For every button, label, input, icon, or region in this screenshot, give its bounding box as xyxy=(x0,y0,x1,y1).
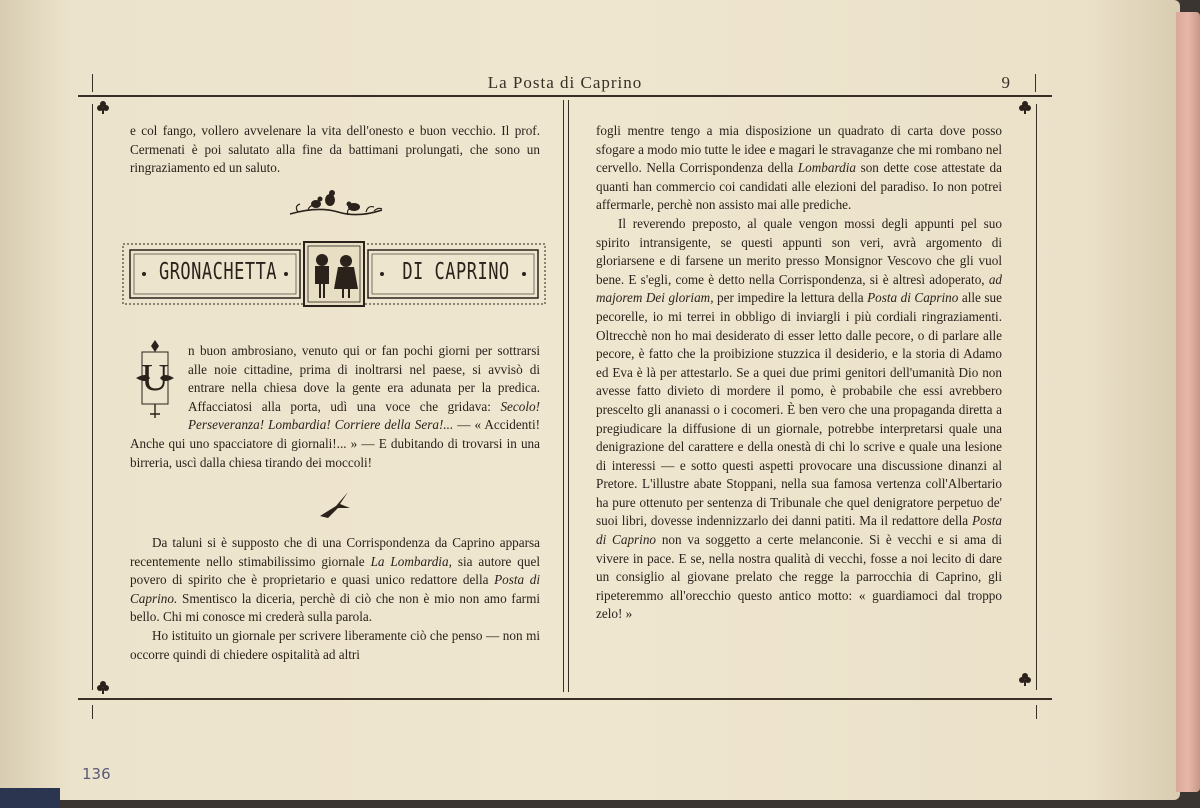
right-paragraph-2-body: alle sue pecorelle, io mi terrei in obbligo di inviargli i più cordiali ringraziamenti. Oltrecchè non ho mai desiderato di esser letto dalle pecore, o di parlare alle pecore, è fatto che la proibizione stuzzica il desiderio, e la storia di Adamo ed Eva è là per attestarlo. Se a quei due primi genitori dell'umanità Dio non avesse fatto divieto di mordere il pomo, è probabile che essi avrebbero prescelto gli ananassi o i cocomeri. È ben vero che una propaganda diretta a pregiudicare la diffusione di un giornale, potrebbe interpretarsi quale una denigrazione del carattere e della onestà di chi lo scrive e quale una lesione di interessi — e sotto questi aspetti provocare una discussione dinanzi al Pretore. L'illustre abate Stoppani, nella sua famosa vertenza coll'Albertario ha pure ottenuto per sentenza di Tribunale che quel denigratore perpetuo de' suoi libri, dovesse indennizzarlo dei danni patiti. Ma il redattore della xyxy=(596,290,1002,529)
story-paragraph-end: — « Accidenti! Anche qui uno spacciatore di giornali!... » — E dubitando di trovarsi in una birreria, uscì dalla chiesa tirando dei moccoli! xyxy=(130,417,540,470)
running-header xyxy=(80,72,1050,96)
right-column xyxy=(596,122,1002,624)
newspaper-name: La Lombardia, xyxy=(370,553,452,569)
page-edge xyxy=(1176,12,1200,792)
frame-bottom-rule xyxy=(78,698,1052,700)
correspondence-paragraph-mid: sia autore quel povero di spirito che è proprietario e quasi unico redattore della xyxy=(130,553,541,588)
column-divider-left xyxy=(563,100,564,692)
dropcap-letter: U xyxy=(141,357,169,399)
page-number: 9 xyxy=(1001,73,1010,92)
right-paragraph-2-part: per impedire la lettura della xyxy=(713,290,868,306)
story-italic: Secolo! Perseveranza! Lombardia! Corriere della Sera!... xyxy=(188,398,540,433)
birds-on-branch-icon xyxy=(288,188,384,222)
club-ornament-icon xyxy=(1018,672,1032,686)
ornate-dropcap-icon xyxy=(128,338,182,420)
bottom-tick-left xyxy=(92,705,93,719)
intro-paragraph: e col fango, vollero avvelenare la vita dell'onesto e buon vecchio. Il prof. Cermenati è poi salutato alla fine da battimani prolungati, che sono un ringraziamento ed un saluto. xyxy=(130,123,540,176)
header-tick-right xyxy=(1035,74,1036,92)
bottom-tick-right xyxy=(1036,705,1037,719)
swallow-ornament-icon xyxy=(318,490,352,520)
correspondence-paragraph: Da taluni si è supposto che di una Corrispondenza da Caprino apparsa recentemente nello stimabilissimo giornale xyxy=(130,535,540,569)
right-paragraph-1: fogli mentre tengo a mia disposizione un quadrato di carta dove posso sfogare a modo mio tutte le idee e magari le stravaganze che mi rombano nel cervello. Nella Corrispondenza della xyxy=(596,123,1002,176)
right-paragraph-1-end: son dette cose attestate da quanti han commercio coi candidati alle elezioni del paradiso. Io non potrei affermarle, perchè non assisto mai alle prediche. xyxy=(596,160,1002,213)
journal-name-italic: Posta di Caprino xyxy=(867,290,959,306)
club-ornament-icon xyxy=(96,100,110,114)
lombardia-italic: Lombardia xyxy=(797,160,856,176)
journal-name-italic-2: Posta di Caprino xyxy=(596,513,1002,548)
story-paragraph: n buon ambrosiano, venuto qui or fan pochi giorni per sottrarsi alle noie cittadine, prima di inoltrarsi nel paese, si avvisò di entrare nella chiesa dove la gente era adunata per la predica. Affacciatosi alla porta, udì una voce che gridava: xyxy=(188,343,540,414)
club-ornament-icon xyxy=(96,680,110,694)
left-column-intro xyxy=(130,122,540,178)
dropcap xyxy=(128,338,182,420)
banner-left-word: GRONACHETTA xyxy=(158,258,278,286)
frame-left-rule xyxy=(92,104,93,690)
left-column-continued xyxy=(130,534,540,664)
right-paragraph-2-end: non va soggetto a certe melanconie. Si è vecchi e si ama di vivere in pace. E se, nella nostra qualità di vecchi, fosse a noi lecito di dare un consiglio al giovane prelato che regge la parrocchia di Caprino, gli ripeteremmo all'orecchio questo antico motto: « guardiamoci dal troppo zelo! » xyxy=(596,532,1002,622)
pencil-margin-note: 136 xyxy=(82,765,111,783)
column-divider-right xyxy=(568,100,569,692)
banner-right-word: DI CAPRINO xyxy=(402,258,510,286)
cover-strip xyxy=(0,788,60,808)
page-title: La Posta di Caprino xyxy=(487,73,643,92)
frame-right-rule xyxy=(1036,104,1037,690)
left-column-article xyxy=(130,342,540,472)
journal-name: Posta di Caprino. xyxy=(130,572,540,606)
right-paragraph-2: Il reverendo preposto, al quale vengon mossi degli appunti pel suo spirito intransigente, se questi appunti son veri, avrà argomento di gloriarsene e di farsene un merito presso Monsignor Vescovo che gli vuol bene. E s'egli, come è detto nella Corrispondenza, si è altresì adoperato, xyxy=(596,215,1002,287)
frame-top-rule xyxy=(78,95,1052,97)
section-banner xyxy=(122,240,546,308)
club-ornament-icon xyxy=(1018,100,1032,114)
latin-phrase: ad majorem Dei gloriam, xyxy=(596,271,1002,306)
journal-paragraph: Ho istituito un giornale per scrivere liberamente ciò che penso — non mi occorre quindi di chiedere ospitalità ad altri xyxy=(130,627,540,662)
correspondence-paragraph-end: Smentisco la diceria, perchè di ciò che non è mio non amo farmi bello. Chi mi conosce mi crederà sulla parola. xyxy=(130,590,540,625)
